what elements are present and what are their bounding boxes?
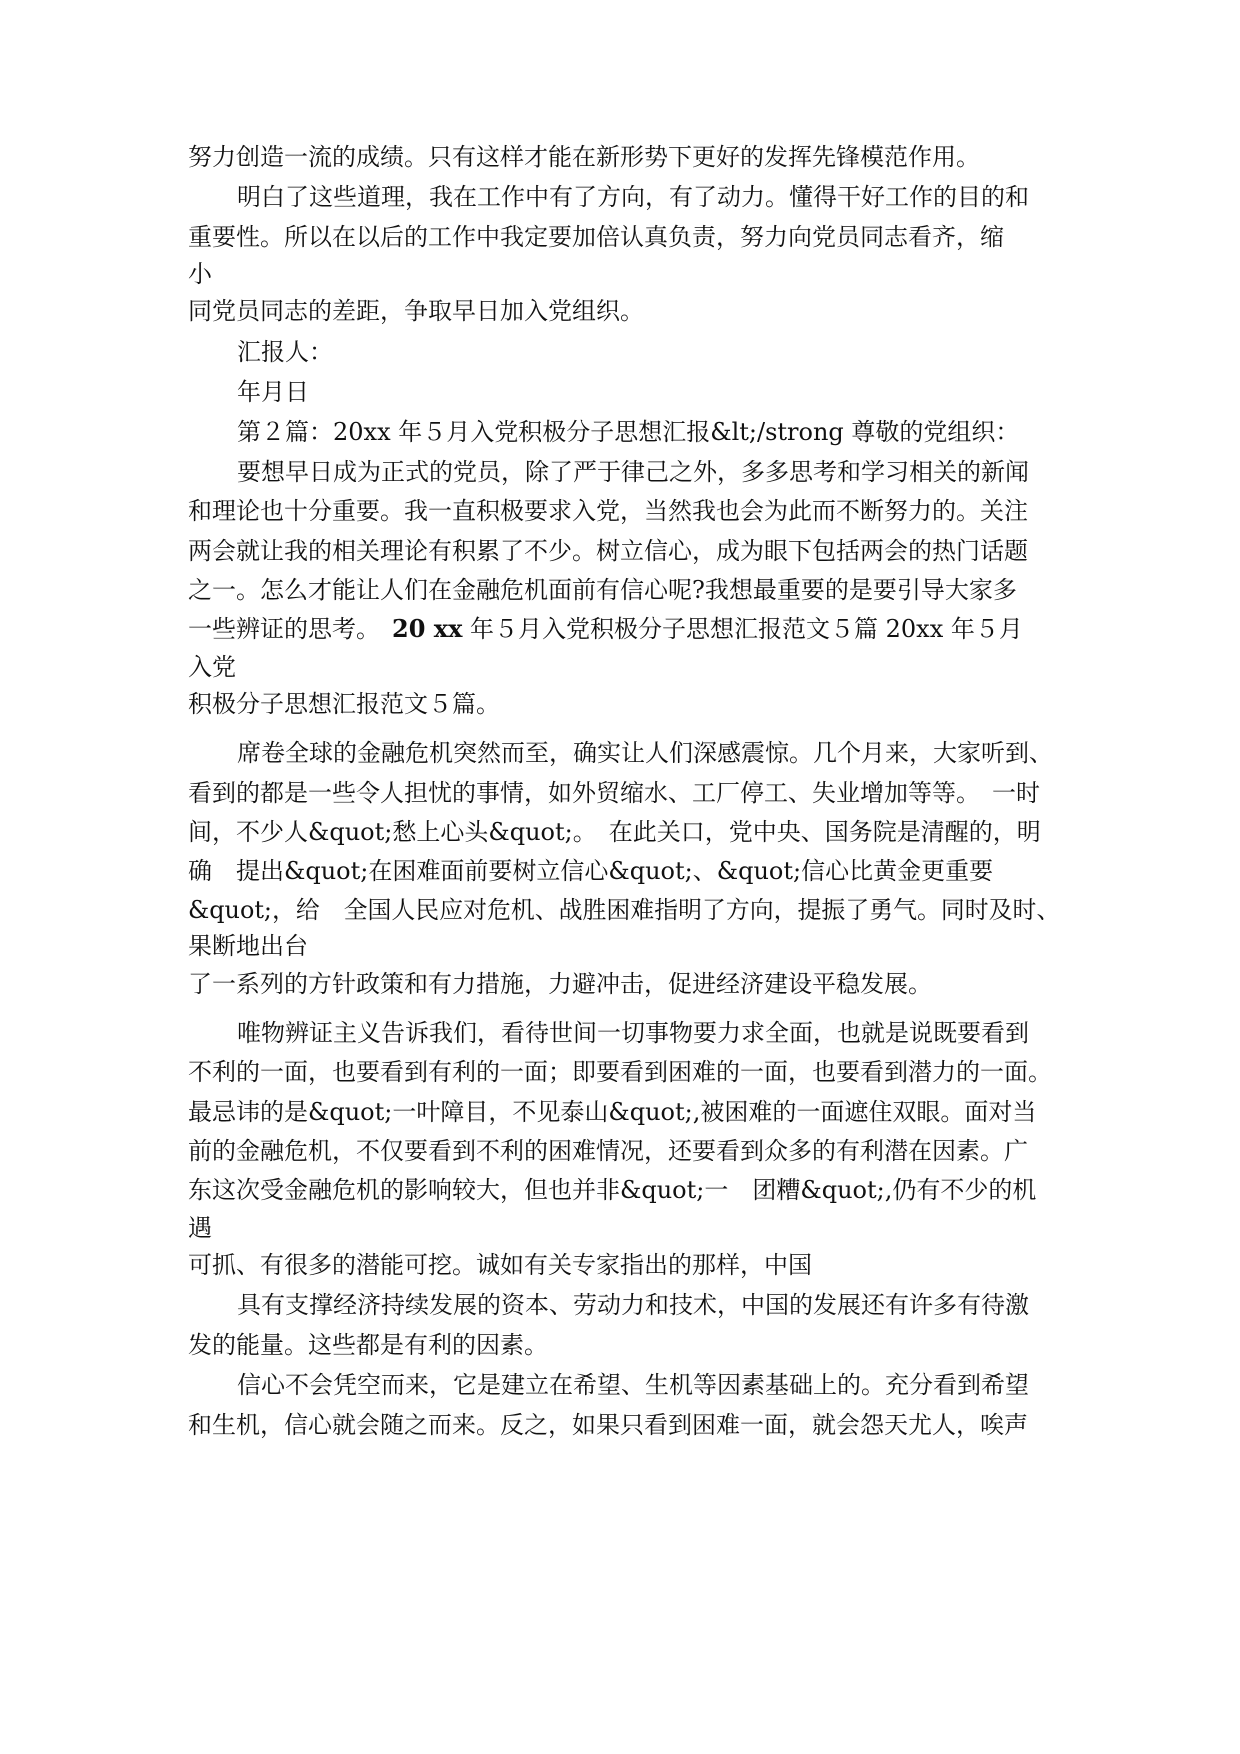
text-line: 前的金融危机，不仅要看到不利的困难情况，还要看到众多的有利潜在因素。广 [188,1137,1028,1165]
text-line: 汇报人： [237,338,333,366]
text-line: 要想早日成为正式的党员，除了严于律己之外，多多思考和学习相关的新闻 [237,458,1029,486]
text-line: 看到的都是一些令人担忧的事情，如外贸缩水、工厂停工、失业增加等等。 一时 [188,779,1040,807]
text-line: 具有支撑经济持续发展的资本、劳动力和技术，中国的发展还有许多有待激 [237,1291,1029,1319]
text-line: 果断地出台 [188,932,308,960]
text-run: 一些辨证的思考。 [188,615,368,643]
text-line: 两会就让我的相关理论有积累了不少。树立信心，成为眼下包括两会的热门话题 [188,537,1028,565]
text-line: 重要性。所以在以后的工作中我定要加倍认真负责，努力向党员同志看齐，缩 [188,223,1004,251]
text-line: 确 提出&quot;在困难面前要树立信心&quot;、&quot;信心比黄金更重要 [188,857,994,885]
bold-text-run: 20 xx [392,614,463,643]
text-line: 间，不少人&quot;愁上心头&quot;。 在此关口，党中央、国务院是清醒的，明 [188,818,1041,846]
text-line: &quot;，给 全国人民应对危机、战胜困难指明了方向，提振了勇气。同时及时、 [188,896,1061,924]
text-line: 不利的一面，也要看到有利的一面；即要看到困难的一面，也要看到潜力的一面。 [188,1058,1052,1086]
text-line: 入党 [188,653,236,681]
text-line: 和理论也十分重要。我一直积极要求入党，当然我也会为此而不断努力的。关注 [188,497,1028,525]
text-line: 席卷全球的金融危机突然而至，确实让人们深感震惊。几个月来，大家听到、 [237,739,1053,767]
text-line [188,613,1023,645]
text-line: 年月日 [237,378,309,406]
text-line: 发的能量。这些都是有利的因素。 [188,1331,548,1359]
text-line: 第２篇：20xx 年５月入党积极分子思想汇报&lt;/strong 尊敬的党组织： [237,418,1020,446]
text-line: 唯物辨证主义告诉我们，看待世间一切事物要力求全面，也就是说既要看到 [237,1019,1029,1047]
text-line: 明白了这些道理，我在工作中有了方向，有了动力。懂得干好工作的目的和 [237,183,1029,211]
text-line: 积极分子思想汇报范文５篇。 [188,690,500,718]
text-line: 遇 [188,1214,212,1242]
text-line: 可抓、有很多的潜能可挖。诚如有关专家指出的那样，中国 [188,1251,812,1279]
text-line: 同党员同志的差距，争取早日加入党组织。 [188,297,644,325]
text-line: 努力创造一流的成绩。只有这样才能在新形势下更好的发挥先锋模范作用。 [188,143,980,171]
text-line: 信心不会凭空而来，它是建立在希望、生机等因素基础上的。充分看到希望 [237,1371,1029,1399]
text-line: 最忌讳的是&quot;一叶障目，不见泰山&quot;,被困难的一面遮住双眼。面对当 [188,1098,1037,1126]
text-line: 东这次受金融危机的影响较大，但也并非&quot;一 团糟&quot;,仍有不少的机 [188,1176,1037,1204]
text-line: 了一系列的方针政策和有力措施，力避冲击，促进经济建设平稳发展。 [188,970,932,998]
text-run: 年５月入党积极分子思想汇报范文５篇 20xx 年５月 [462,615,1023,643]
text-line: 之一。怎么才能让人们在金融危机面前有信心呢?我想最重要的是要引导大家多 [188,576,1017,604]
text-line: 小 [188,260,212,288]
text-line: 和生机，信心就会随之而来。反之，如果只看到困难一面，就会怨天尤人，唉声 [188,1411,1028,1439]
